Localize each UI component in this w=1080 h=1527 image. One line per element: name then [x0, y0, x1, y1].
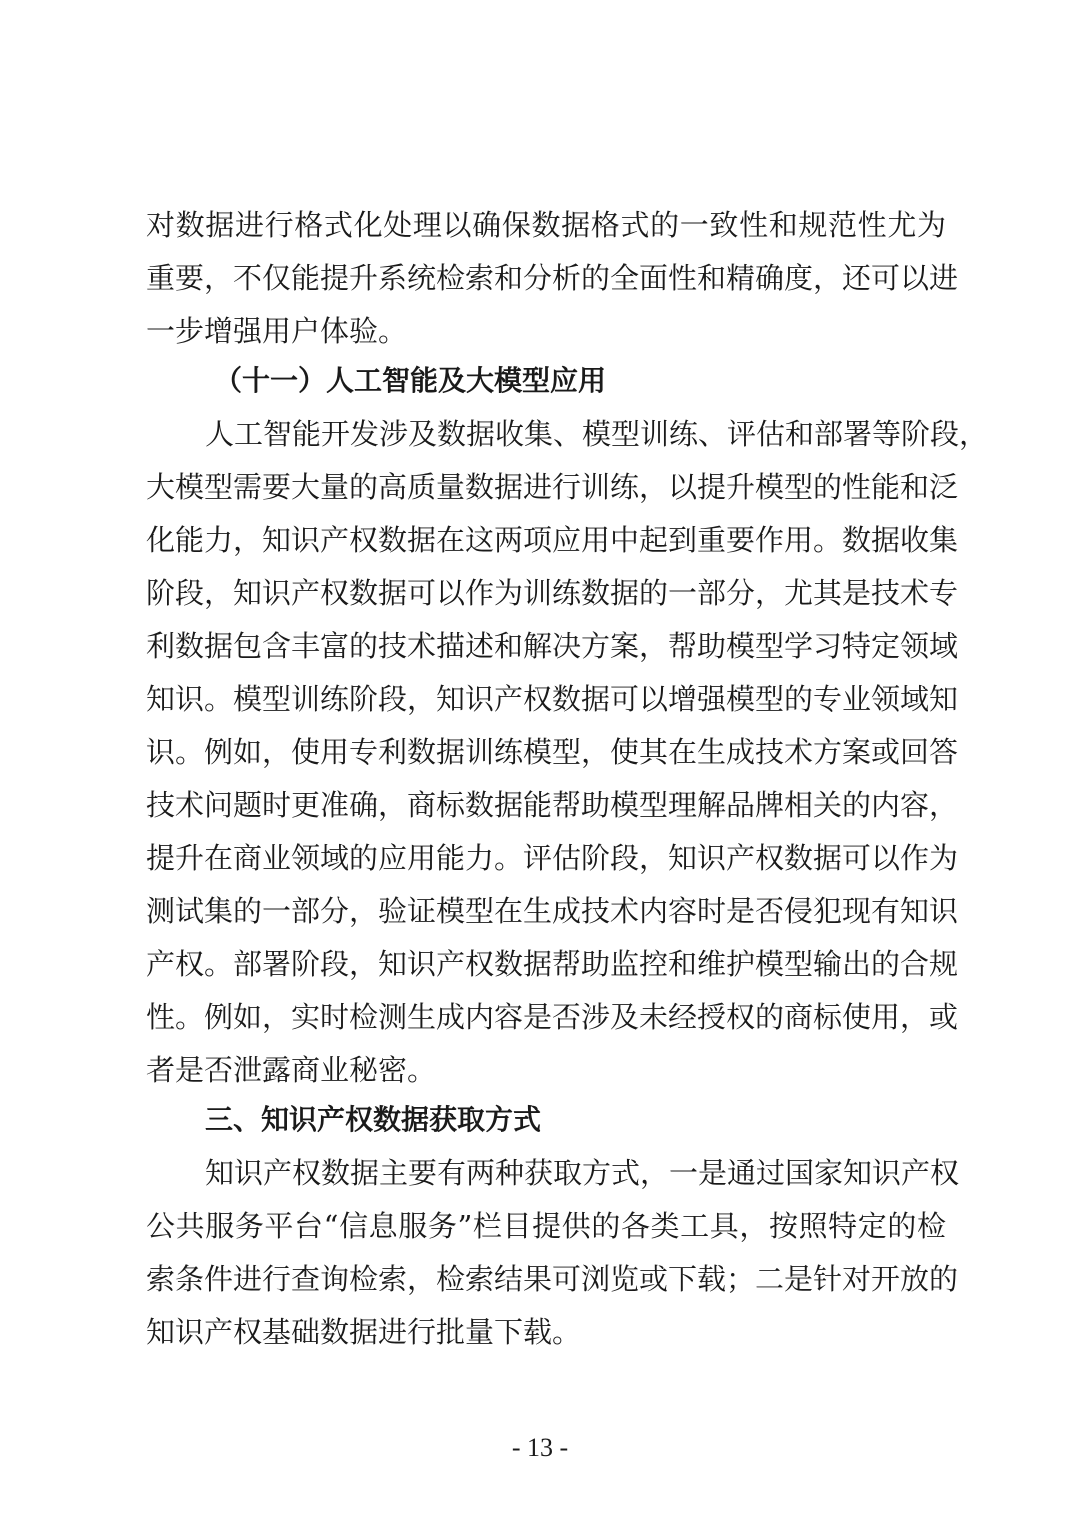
paragraph-line: 性。例如，实时检测生成内容是否涉及未经授权的商标使用，或 — [146, 1000, 959, 1034]
paragraph-line: 知识产权基础数据进行批量下载。 — [146, 1315, 582, 1349]
paragraph-line: 产权。部署阶段，知识产权数据帮助监控和维护模型输出的合规 — [146, 947, 959, 981]
paragraph-line: 重要，不仅能提升系统检索和分析的全面性和精确度，还可以进 — [146, 261, 959, 295]
paragraph-line: 知识产权数据主要有两种获取方式，一是通过国家知识产权 — [205, 1156, 960, 1190]
paragraph-line: 人工智能开发涉及数据收集、模型训练、评估和部署等阶段， — [205, 417, 989, 451]
paragraph-line: 技术问题时更准确，商标数据能帮助模型理解品牌相关的内容， — [146, 788, 959, 822]
paragraph-line: 阶段，知识产权数据可以作为训练数据的一部分，尤其是技术专 — [146, 576, 959, 610]
section-heading: 三、知识产权数据获取方式 — [205, 1103, 542, 1136]
paragraph-line: 知识。模型训练阶段，知识产权数据可以增强模型的专业领域知 — [146, 682, 959, 716]
paragraph-line: 利数据包含丰富的技术描述和解决方案，帮助模型学习特定领域 — [146, 629, 959, 663]
subsection-heading: （十一）人工智能及大模型应用 — [214, 364, 607, 397]
paragraph-line: 公共服务平台“信息服务”栏目提供的各类工具，按照特定的检 — [146, 1209, 946, 1243]
paragraph-line: 化能力，知识产权数据在这两项应用中起到重要作用。数据收集 — [146, 523, 959, 557]
page-number: - 13 - — [511, 1433, 569, 1462]
paragraph-line: 测试集的一部分，验证模型在生成技术内容时是否侵犯现有知识 — [146, 894, 959, 928]
paragraph-line: 大模型需要大量的高质量数据进行训练，以提升模型的性能和泛 — [146, 470, 959, 504]
paragraph-line: 者是否泄露商业秘密。 — [146, 1053, 437, 1087]
paragraph-line: 提升在商业领域的应用能力。评估阶段，知识产权数据可以作为 — [146, 841, 959, 875]
paragraph-line: 对数据进行格式化处理以确保数据格式的一致性和规范性尤为 — [146, 208, 946, 242]
paragraph-line: 一步增强用户体验。 — [146, 314, 408, 348]
paragraph-line: 索条件进行查询检索，检索结果可浏览或下载；二是针对开放的 — [146, 1262, 959, 1296]
paragraph-line: 识。例如，使用专利数据训练模型，使其在生成技术方案或回答 — [146, 735, 959, 769]
